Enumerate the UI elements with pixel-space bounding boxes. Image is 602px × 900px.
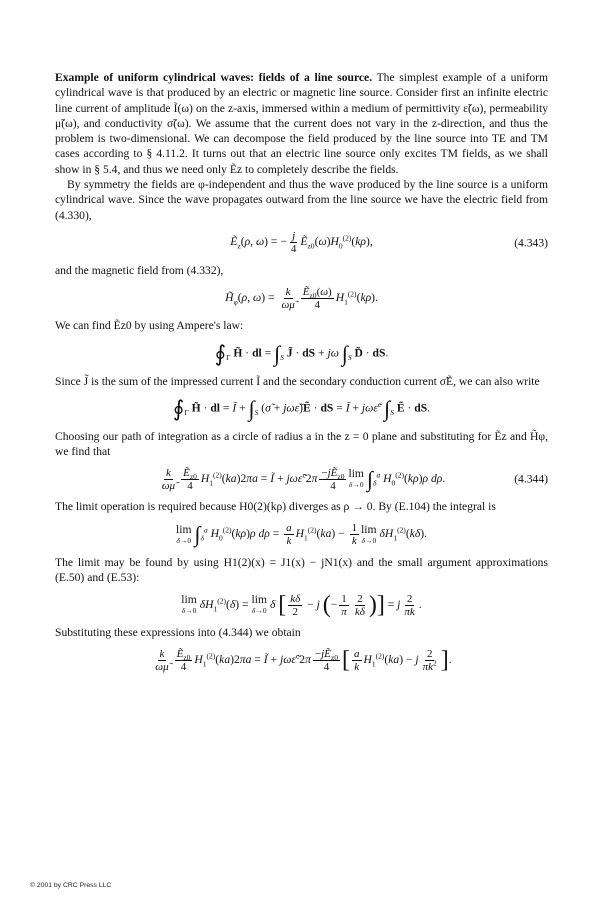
equation-4-343: Ẽ$_z$(ρ, ω) = − $\frac{j}{4}$ $Ẽ_{z0}(\omega)H_0^{(2)}(k\rho)$, (4.343) (230, 230, 548, 256)
equation-4-344: $\frac{k}{\omega\mũ}$ $\frac{Ẽ_{z0}}{4}$ $H_1^{(2)}(ka)2\pi a$ = Ĩ + jωε̃$^c$2π $\frac{-jẼ_{z0}}{4}$ lim δ→0 $\int_\delta^a$ $H_0^{(2)}(k\rho)\rho$ dρ. (4.344) (161, 466, 548, 492)
equation-integral: lim δ→0 $\int_\delta^a$ $H_0^{(2)}(k\rho)\rho$ dρ = $\frac{a}{k}$ $H_1^{(2)}(ka)$ − $\frac{1}{k}$ lim δ→0 $\delta H_1^{(2)}(k\delta)$. (176, 521, 427, 548)
equation-number: (4.343) (514, 236, 548, 250)
paragraph-ampere: We can find Ẽz0 by using Ampere's law: (55, 319, 244, 333)
equation-magnetic-field: $H̃_\varphi(\rho$, ω) = $\frac{k}{\omega\mũ}$ $\frac{Ẽ_{z0}(\omega)}{4}$ $H_1^{(2)}(k\rho)$. (225, 285, 378, 311)
paragraph-symmetry: By symmetry the fields are φ-independent and thus the wave produced by the line source is a uniform cylindrical wave. Since the wave propagates outward from the line source we have the electric field from (4.330), (55, 178, 548, 222)
paragraph-limit-operation: The limit operation is required because H0(2)(kρ) diverges as ρ → 0. By (E.104) the integral is (55, 500, 496, 514)
equation-number: (4.344) (514, 472, 548, 486)
page-body (55, 70, 548, 681)
section-heading: Example of uniform cylindrical waves: fields of a line source. (55, 71, 373, 84)
paragraph-path-integration: Choosing our path of integration as a circle of radius a in the z = 0 plane and substituting for Ẽz and H̃φ, we find that (55, 429, 548, 459)
paragraph-small-argument: The limit may be found by using H1(2)(x) = J1(x) − jN1(x) and the small argument approximations (E.50) and (E.53): (55, 555, 548, 585)
paragraph-magnetic: and the magnetic field from (4.332), (55, 263, 224, 277)
equation-ampere-law: $∮_\Gamma$ H̃ · dl = $\int_S$ J̃ · dS + jω $\int_S$ D̃ · dS. (214, 340, 389, 366)
paragraph-intro (55, 70, 548, 177)
paragraph-text: The simplest example of a uniform cylindrical wave is that produced by an electric or magnetic line source. Consider first an infinite electric line current of amplitude Ĩ(ω) on the z-axis, immersed within a medium of permittivity ε̃(ω), permeability μ̃(ω), and conductivity σ̃(ω). We assume that the current does not vary in the z-direction, and thus the problem is two-dimensional. We can decompose the field produced by the line source into TE and TM cases according to § 4.11.2. It turns out that an electric line source only excites TM fields, as we shall show in § 5.4, and thus we need only Ẽz to completely describe the fields. (55, 71, 549, 176)
paragraph-substituting: Substituting these expressions into (4.344) we obtain (55, 626, 301, 640)
equation-small-argument: lim δ→0 $\delta H_1^{(2)}(\delta)$ = lim δ→0 δ [ $\frac{k\delta}{2}$ − j (− $\frac{1}{\pi}$ $\frac{2}{k\delta}$ )] = j $\frac{2}{\pi k}$ . (181, 591, 422, 618)
equation-ampere-expanded: $∮_\Gamma$ H̃ · dl = Ĩ + $\int_S$ (σ̃ + jωε̃)Ẽ · dS = Ĩ + jωε̃$^c$ $\int_S$ Ẽ · dS. (172, 395, 431, 421)
copyright-footer: © 2001 by CRC Press LLC (30, 882, 112, 889)
paragraph-impressed-current: Since J̃ is the sum of the impressed current Ĩ and the secondary conduction current σ̃Ẽ, we can also write (55, 374, 540, 388)
equation-final: $\frac{k}{\omega\mũ}$ $\frac{Ẽ_{z0}}{4}$ $H_1^{(2)}(ka)2\pi a$ = Ĩ + jωε̃$^c$2π $\frac{-jẼ_{z0}}{4}$ [ $\frac{a}{k}$ $H_1^{(2)}(ka) - j$ $\frac{2}{\pi k^2}$ ]. (155, 646, 452, 674)
